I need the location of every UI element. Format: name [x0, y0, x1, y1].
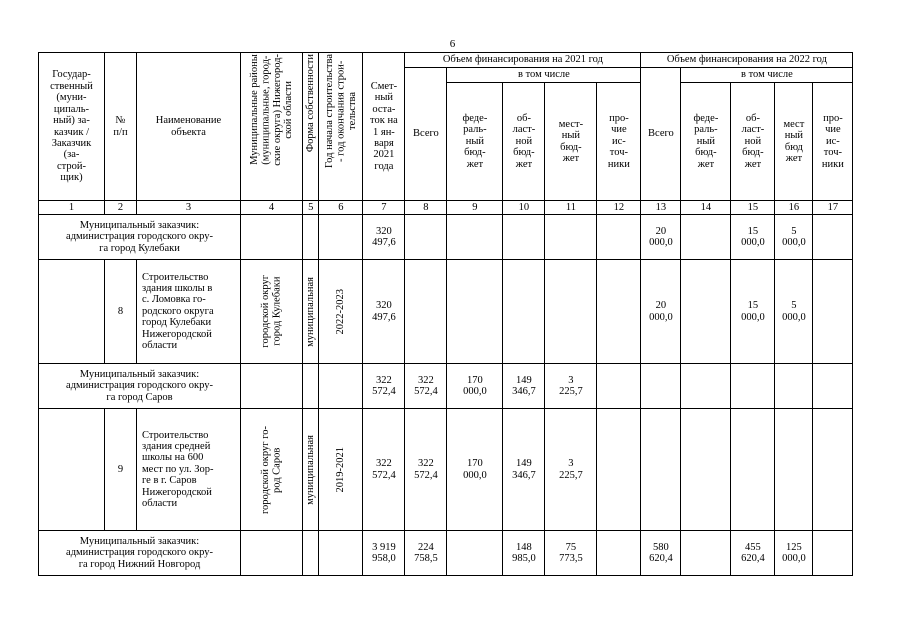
- value-cell: [813, 215, 853, 260]
- object-ownership-cell: [303, 260, 319, 364]
- value-cell: [731, 364, 775, 409]
- header-total-2022: Всего: [641, 68, 681, 201]
- value-cell: 322 572,4: [363, 364, 405, 409]
- value-cell: 322 572,4: [405, 409, 447, 531]
- value-cell: 3 919 958,0: [363, 531, 405, 576]
- value-cell: 3 225,7: [545, 364, 597, 409]
- object-years: 2019-2021: [335, 446, 347, 493]
- value-cell: 5 000,0: [775, 260, 813, 364]
- empty-cell: [39, 409, 105, 531]
- col-number: 13: [641, 201, 681, 215]
- header-fin-2022: Объем финансирования на 2022 год: [641, 53, 853, 68]
- value-cell: 320 497,6: [363, 215, 405, 260]
- header-districts: Муниципальные районы (муниципальные, город- ские округа) Нижегород- ской области: [248, 54, 294, 166]
- financing-table: [38, 52, 853, 576]
- value-cell: [681, 364, 731, 409]
- header-incl-2022: в том числе: [681, 68, 853, 83]
- empty-cell: [241, 215, 303, 260]
- col-number: 8: [405, 201, 447, 215]
- empty-cell: [319, 215, 363, 260]
- header-regional-2022: об- ласт- ной бюд- жет: [731, 83, 775, 201]
- object-ownership: муниципальная: [305, 434, 316, 505]
- value-cell: [813, 531, 853, 576]
- value-cell: [641, 364, 681, 409]
- value-cell: 149 346,7: [503, 409, 545, 531]
- value-cell: 322 572,4: [405, 364, 447, 409]
- value-cell: [813, 364, 853, 409]
- header-federal-2022: феде- раль- ный бюд- жет: [681, 83, 731, 201]
- value-cell: 5 000,0: [775, 215, 813, 260]
- header-years-cell: [319, 53, 363, 201]
- value-cell: [545, 260, 597, 364]
- customer-label: Муниципальный заказчик: администрация городского окру- га город Нижний Новгород: [39, 531, 241, 576]
- customer-row: [39, 215, 853, 260]
- object-row: [39, 260, 853, 364]
- object-name: Строительство здания школы в с. Ломовка го- родского округа город Кулебаки Нижегородской области: [137, 260, 241, 364]
- object-district-cell: [241, 409, 303, 531]
- header-customer: Государ- ственный (муни- ципаль- ный) за- казчик / Заказчик (за- строй- щик): [39, 53, 105, 201]
- value-cell: 322 572,4: [363, 409, 405, 531]
- col-number: 17: [813, 201, 853, 215]
- header-ownership: Форма собственности: [305, 54, 316, 153]
- value-cell: [641, 409, 681, 531]
- col-number: 10: [503, 201, 545, 215]
- header-other-2021: про- чие ис- точ- ники: [597, 83, 641, 201]
- col-number: 1: [39, 201, 105, 215]
- empty-cell: [303, 531, 319, 576]
- value-cell: 20 000,0: [641, 215, 681, 260]
- value-cell: [597, 364, 641, 409]
- value-cell: [813, 409, 853, 531]
- value-cell: 15 000,0: [731, 215, 775, 260]
- value-cell: [545, 215, 597, 260]
- value-cell: [597, 215, 641, 260]
- value-cell: [775, 364, 813, 409]
- value-cell: 125 000,0: [775, 531, 813, 576]
- value-cell: 170 000,0: [447, 409, 503, 531]
- header-ownership-cell: [303, 53, 319, 201]
- col-number: 16: [775, 201, 813, 215]
- object-ownership: муниципальная: [305, 276, 316, 347]
- empty-cell: [39, 260, 105, 364]
- object-num: 9: [105, 409, 137, 531]
- col-number: 6: [319, 201, 363, 215]
- value-cell: 75 773,5: [545, 531, 597, 576]
- value-cell: 148 985,0: [503, 531, 545, 576]
- object-years-cell: [319, 260, 363, 364]
- value-cell: 170 000,0: [447, 364, 503, 409]
- customer-row: [39, 364, 853, 409]
- value-cell: [447, 215, 503, 260]
- value-cell: 455 620,4: [731, 531, 775, 576]
- col-number: 2: [105, 201, 137, 215]
- empty-cell: [241, 531, 303, 576]
- object-years-cell: [319, 409, 363, 531]
- empty-cell: [319, 531, 363, 576]
- header-incl-2021: в том числе: [447, 68, 641, 83]
- value-cell: [681, 409, 731, 531]
- page-number: 6: [449, 38, 456, 50]
- value-cell: 3 225,7: [545, 409, 597, 531]
- header-regional-2021: об- ласт- ной бюд- жет: [503, 83, 545, 201]
- value-cell: [681, 215, 731, 260]
- customer-label: Муниципальный заказчик: администрация городского окру- га город Саров: [39, 364, 241, 409]
- col-number: 11: [545, 201, 597, 215]
- value-cell: [405, 260, 447, 364]
- header-name: Наименование объекта: [137, 53, 241, 201]
- header-total-2021: Всего: [405, 68, 447, 201]
- value-cell: [447, 531, 503, 576]
- object-ownership-cell: [303, 409, 319, 531]
- customer-row: [39, 531, 853, 576]
- object-district-cell: [241, 260, 303, 364]
- empty-cell: [303, 215, 319, 260]
- value-cell: [813, 260, 853, 364]
- header-local-2022: мест ный бюд жет: [775, 83, 813, 201]
- empty-cell: [303, 364, 319, 409]
- value-cell: [405, 215, 447, 260]
- column-number-row: [39, 201, 853, 215]
- value-cell: [597, 409, 641, 531]
- col-number: 4: [241, 201, 303, 215]
- col-number: 14: [681, 201, 731, 215]
- header-other-2022: про- чие ис- точ- ники: [813, 83, 853, 201]
- value-cell: [503, 215, 545, 260]
- value-cell: [597, 531, 641, 576]
- empty-cell: [241, 364, 303, 409]
- object-name: Строительство здания средней школы на 600 мест по ул. Зор- ге в г. Саров Нижегородской области: [137, 409, 241, 531]
- header-estimate: Смет- ный оста- ток на 1 ян- варя 2021 года: [363, 53, 405, 201]
- value-cell: 20 000,0: [641, 260, 681, 364]
- header-num: № п/п: [105, 53, 137, 201]
- value-cell: 224 758,5: [405, 531, 447, 576]
- object-num: 8: [105, 260, 137, 364]
- value-cell: [775, 409, 813, 531]
- header-federal-2021: феде- раль- ный бюд- жет: [447, 83, 503, 201]
- object-district: городской округ город Кулебаки: [260, 275, 283, 348]
- value-cell: [597, 260, 641, 364]
- object-district: городской округ го- род Саров: [260, 425, 283, 514]
- value-cell: [447, 260, 503, 364]
- value-cell: 580 620,4: [641, 531, 681, 576]
- value-cell: [731, 409, 775, 531]
- object-years: 2022-2023: [335, 288, 347, 335]
- value-cell: [681, 531, 731, 576]
- col-number: 15: [731, 201, 775, 215]
- col-number: 3: [137, 201, 241, 215]
- col-number: 12: [597, 201, 641, 215]
- col-number: 5: [303, 201, 319, 215]
- header-years: Год начала строительства - год окончания строи- тельства: [323, 54, 358, 168]
- header-fin-2021: Объем финансирования на 2021 год: [405, 53, 641, 68]
- value-cell: 320 497,6: [363, 260, 405, 364]
- value-cell: [681, 260, 731, 364]
- col-number: 7: [363, 201, 405, 215]
- object-row: [39, 409, 853, 531]
- value-cell: [503, 260, 545, 364]
- value-cell: 149 346,7: [503, 364, 545, 409]
- header-local-2021: мест- ный бюд- жет: [545, 83, 597, 201]
- customer-label: Муниципальный заказчик: администрация городского окру- га город Кулебаки: [39, 215, 241, 260]
- empty-cell: [319, 364, 363, 409]
- col-number: 9: [447, 201, 503, 215]
- header-districts-cell: [241, 53, 303, 201]
- value-cell: 15 000,0: [731, 260, 775, 364]
